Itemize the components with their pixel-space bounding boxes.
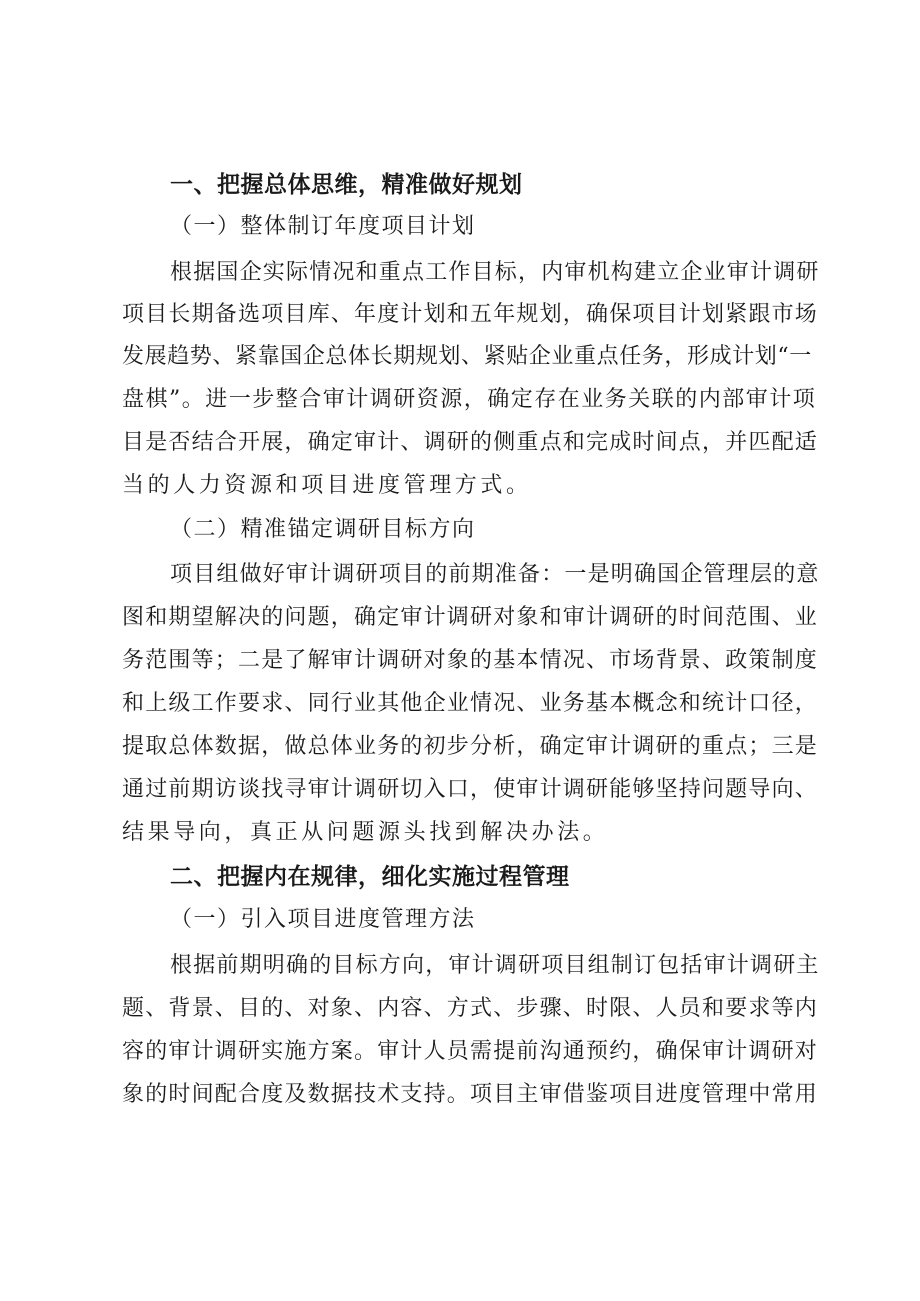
section-heading-2: 二、把握内在规律，细化实施过程管理: [170, 864, 570, 890]
paragraph-line: 项目组做好审计调研项目的前期准备：一是明确国企管理层的意: [170, 562, 820, 587]
paragraph-line: 目是否结合开展，确定审计、调研的侧重点和完成时间点，并匹配适: [122, 430, 819, 455]
paragraph-line: 项目长期备选项目库、年度计划和五年规划，确保项目计划紧跟市场: [122, 302, 819, 327]
paragraph-line: 根据国企实际情况和重点工作目标，内审机构建立企业审计调研: [170, 260, 820, 285]
subsection-heading-2-1: （一）引入项目进度管理方法: [170, 907, 476, 932]
paragraph-line: 象的时间配合度及数据技术支持。项目主审借鉴项目进度管理中常用: [122, 1082, 819, 1107]
paragraph-line: 结果导向，真正从问题源头找到解决办法。: [122, 820, 609, 845]
paragraph-line: 提取总体数据，做总体业务的初步分析，确定审计调研的重点；三是: [122, 734, 819, 759]
paragraph-line: 图和期望解决的问题，确定审计调研对象和审计调研的时间范围、业: [122, 605, 819, 630]
section-heading-1: 一、把握总体思维，精准做好规划: [170, 172, 523, 198]
paragraph-line: 务范围等；二是了解审计调研对象的基本情况、市场背景、政策制度: [122, 648, 819, 673]
subsection-heading-1-2: （二）精准锚定调研目标方向: [170, 517, 476, 542]
paragraph-line: 题、背景、目的、对象、内容、方式、步骤、时限、人员和要求等内: [122, 996, 819, 1021]
paragraph-line: 发展趋势、紧靠国企总体长期规划、紧贴企业重点任务，形成计划“一: [122, 344, 812, 369]
paragraph-line: 通过前期访谈找寻审计调研切入口，使审计调研能够坚持问题导向、: [122, 777, 819, 802]
subsection-heading-1-1: （一）整体制订年度项目计划: [170, 214, 476, 239]
paragraph-line: 和上级工作要求、同行业其他企业情况、业务基本概念和统计口径，: [122, 691, 819, 716]
paragraph-line: 容的审计调研实施方案。审计人员需提前沟通预约，确保审计调研对: [122, 1039, 819, 1064]
paragraph-line: 盘棋”。进一步整合审计调研资源，确定存在业务关联的内部审计项: [122, 387, 817, 412]
paragraph-line: 根据前期明确的目标方向，审计调研项目组制订包括审计调研主: [170, 953, 820, 978]
paragraph-line: 当的人力资源和项目进度管理方式。: [122, 473, 532, 498]
